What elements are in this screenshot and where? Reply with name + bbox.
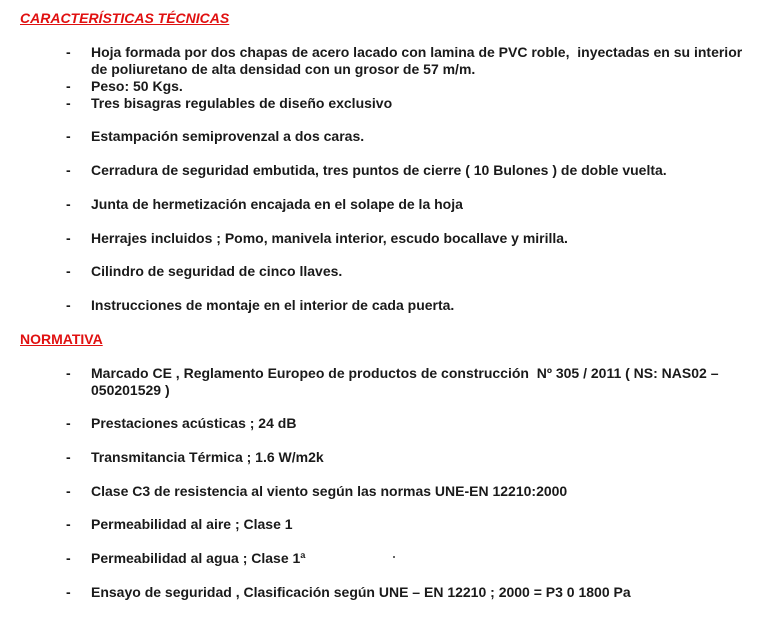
bullet-dash: - <box>66 584 71 600</box>
bullet-dash: - <box>66 44 71 60</box>
list-item <box>66 78 762 95</box>
bullet-dash: - <box>66 78 71 94</box>
bullet-dash: - <box>66 550 71 566</box>
list-item-text: Cerradura de seguridad embutida, tres puntos de cierre ( 10 Bulones ) de doble vuelta. <box>91 162 667 178</box>
bullet-dash: - <box>66 449 71 465</box>
list-item <box>66 44 762 78</box>
list-item <box>66 584 762 601</box>
list-item <box>66 196 762 213</box>
list-item-text: Cilindro de seguridad de cinco llaves. <box>91 263 343 279</box>
list-item <box>66 230 762 247</box>
list-item-text: Peso: 50 Kgs. <box>91 78 183 94</box>
list-item-text: Tres bisagras regulables de diseño exclusivo <box>91 95 393 111</box>
list-item-text: Prestaciones acústicas ; 24 dB <box>91 415 297 431</box>
section-title-caracteristicas: CARACTERÍSTICAS TÉCNICAS <box>20 10 230 26</box>
bullet-dash: - <box>66 162 71 178</box>
list-item-text: Junta de hermetización encajada en el solape de la hoja <box>91 196 463 212</box>
list-item <box>66 128 762 145</box>
list-item-text: Herrajes incluidos ; Pomo, manivela interior, escudo bocallave y mirilla. <box>91 230 568 246</box>
list-item <box>66 162 762 179</box>
bullet-dash: - <box>66 516 71 532</box>
list-item <box>66 365 762 399</box>
list-item-text: Permeabilidad al aire ; Clase 1 <box>91 516 293 532</box>
list-item-text: Clase C3 de resistencia al viento según las normas UNE-EN 12210:2000 <box>91 483 568 499</box>
bullet-dash: - <box>66 297 71 313</box>
list-item-text: Transmitancia Térmica ; 1.6 W/m2k <box>91 449 324 465</box>
list-item <box>66 297 762 314</box>
list-item-text: Estampación semiprovenzal a dos caras. <box>91 128 365 144</box>
list-item <box>66 95 762 112</box>
bullet-dash: - <box>66 365 71 381</box>
bullet-dash: - <box>66 128 71 144</box>
bullet-dash: - <box>66 263 71 279</box>
list-item-text: Ensayo de seguridad , Clasificación según UNE – EN 12210 ; 2000 = P3 0 1800 Pa <box>91 584 631 600</box>
list-item-text: Hoja formada por dos chapas de acero lacado con lamina de PVC roble, inyectadas en su interior de poliuretano de alta densidad con un grosor de 57 m/m. <box>91 44 747 77</box>
bullet-dash: - <box>66 196 71 212</box>
list-item <box>66 550 762 567</box>
stray-dot <box>393 556 395 558</box>
section-title-normativa: NORMATIVA <box>20 331 103 347</box>
list-item-text: Permeabilidad al agua ; Clase 1ª <box>91 550 306 566</box>
list-item <box>66 415 762 432</box>
list-item <box>66 263 762 280</box>
list-item <box>66 516 762 533</box>
bullet-dash: - <box>66 483 71 499</box>
list-item-text: Marcado CE , Reglamento Europeo de productos de construcción Nº 305 / 2011 ( NS: NAS02 – 050201529 ) <box>91 365 723 398</box>
list-item <box>66 449 762 466</box>
bullet-dash: - <box>66 230 71 246</box>
list-item <box>66 483 762 500</box>
list-item-text: Instrucciones de montaje en el interior de cada puerta. <box>91 297 455 313</box>
bullet-dash: - <box>66 415 71 431</box>
bullet-dash: - <box>66 95 71 111</box>
